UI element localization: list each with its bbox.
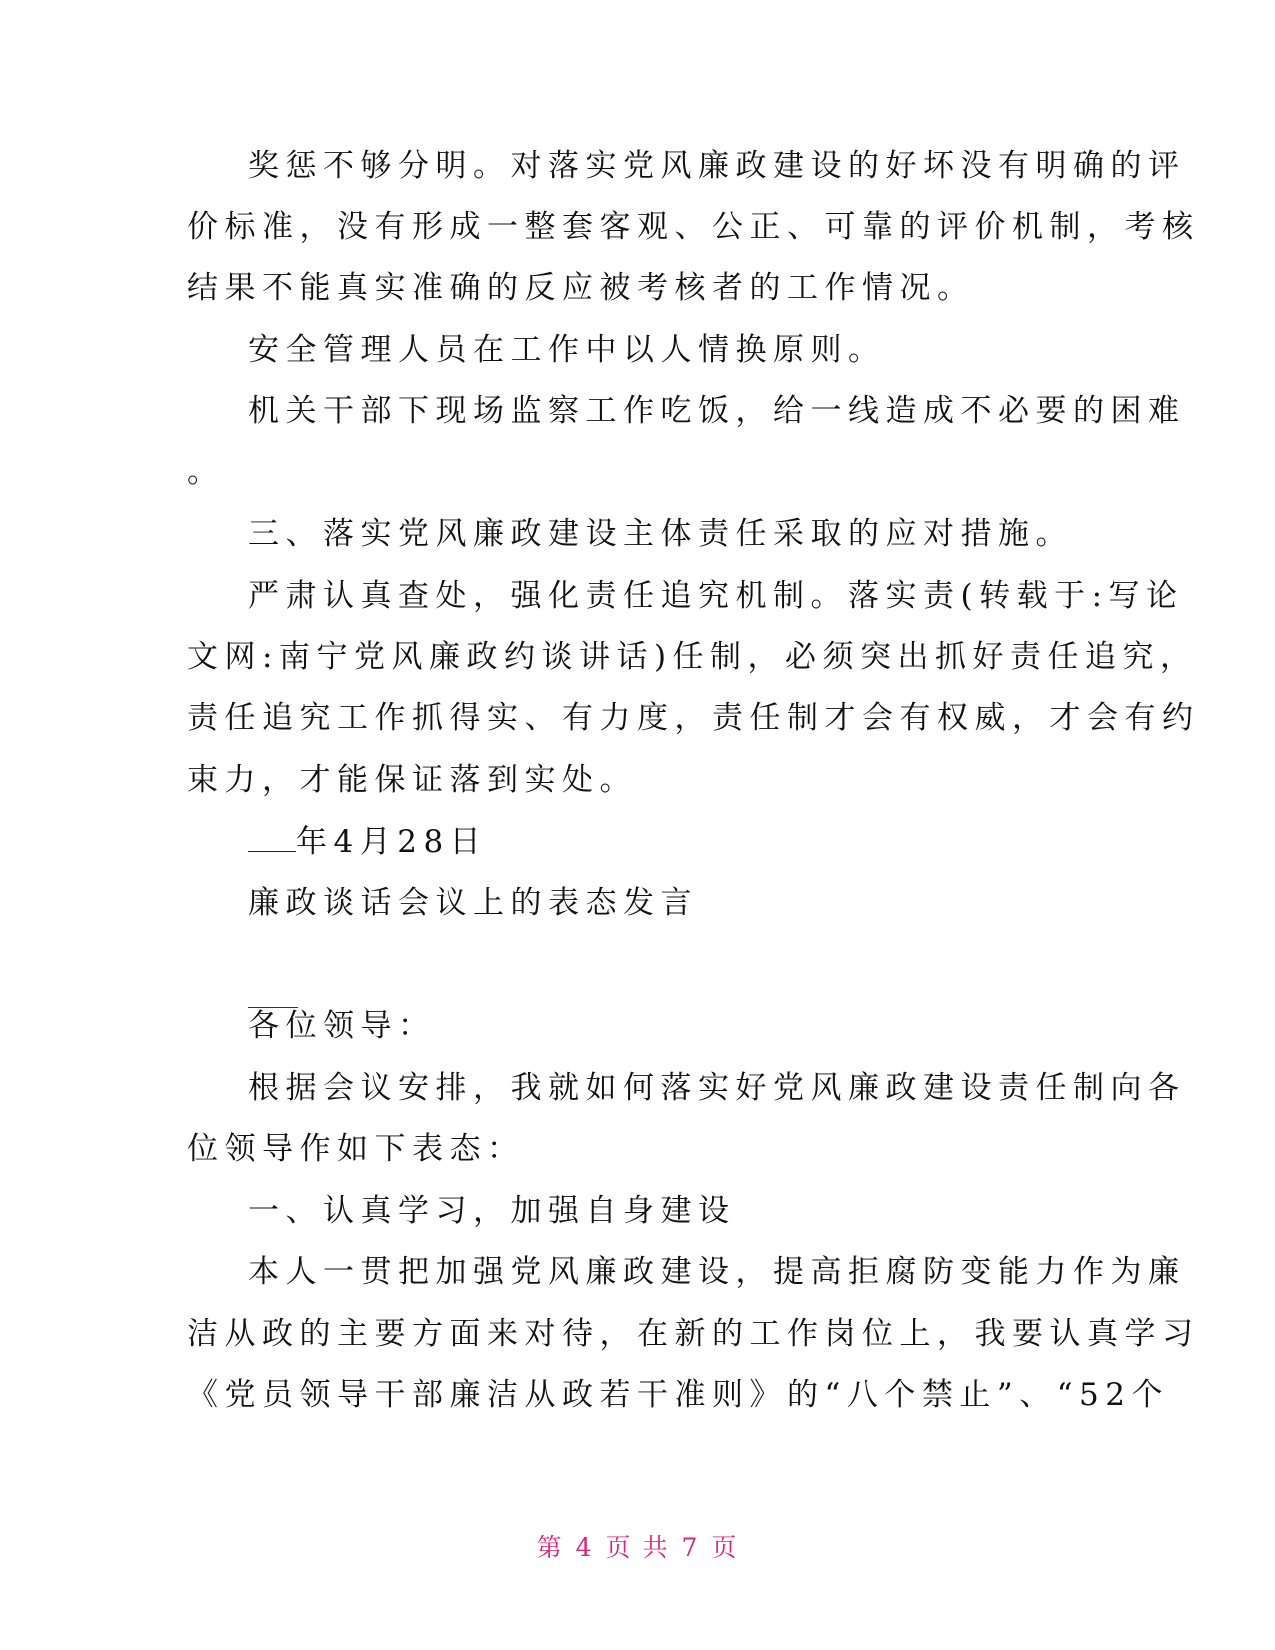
section-heading: 一、认真学习，加强自身建设: [248, 1193, 736, 1229]
paragraph-line: 本人一贯把加强党风廉政建设，提高拒腐防变能力作为廉: [248, 1254, 1186, 1290]
paragraph-line: 束力，才能保证落到实处。: [187, 762, 637, 798]
paragraph-line: 责任追究工作抓得实、有力度，责任制才会有权威，才会有约: [187, 700, 1200, 736]
paragraph-line: 结果不能真实准确的反应被考核者的工作情况。: [187, 270, 975, 306]
footer-page-number: 4: [575, 1533, 594, 1562]
paragraph-line: 位领导作如下表态：: [187, 1131, 525, 1167]
page-footer: [0, 1528, 1275, 1564]
paragraph-line: 奖惩不够分明。对落实党风廉政建设的好坏没有明确的评: [248, 148, 1186, 184]
footer-total-pages: 7: [681, 1533, 700, 1562]
document-title: 廉政谈话会议上的表态发言: [248, 885, 698, 921]
paragraph-line: 洁从政的主要方面来对待，在新的工作岗位上，我要认真学习: [187, 1316, 1200, 1352]
date-blank: [248, 825, 296, 852]
paragraph-line: 《党员领导干部廉洁从政若干准则》的“八个禁止”、“52个: [187, 1377, 1169, 1413]
date-text: 年4月28日: [296, 824, 488, 860]
paragraph-line: 安全管理人员在工作中以人情换原则。: [248, 332, 886, 368]
section-heading: 三、落实党风廉政建设主体责任采取的应对措施。: [248, 516, 1073, 552]
paragraph-line: 文网:南宁党风廉政约谈讲话)任制，必须突出抓好责任追究，: [187, 639, 1198, 675]
footer-prefix: 第: [536, 1533, 564, 1562]
paragraph-line: 根据会议安排，我就如何落实好党风廉政建设责任制向各: [248, 1070, 1186, 1106]
footer-suffix: 页: [711, 1533, 739, 1562]
salutation: 各位领导：: [248, 1008, 436, 1044]
paragraph-line: 机关干部下现场监察工作吃饭，给一线造成不必要的困难: [248, 393, 1186, 429]
paragraph-line: 价标准，没有形成一整套客观、公正、可靠的评价机制，考核: [187, 209, 1200, 245]
paragraph-line: 。: [187, 454, 225, 490]
date-line: [248, 822, 1148, 862]
paragraph-line: 严肃认真查处，强化责任追究机制。落实责(转载于:写论: [248, 578, 1184, 614]
footer-middle: 页 共: [605, 1533, 670, 1562]
